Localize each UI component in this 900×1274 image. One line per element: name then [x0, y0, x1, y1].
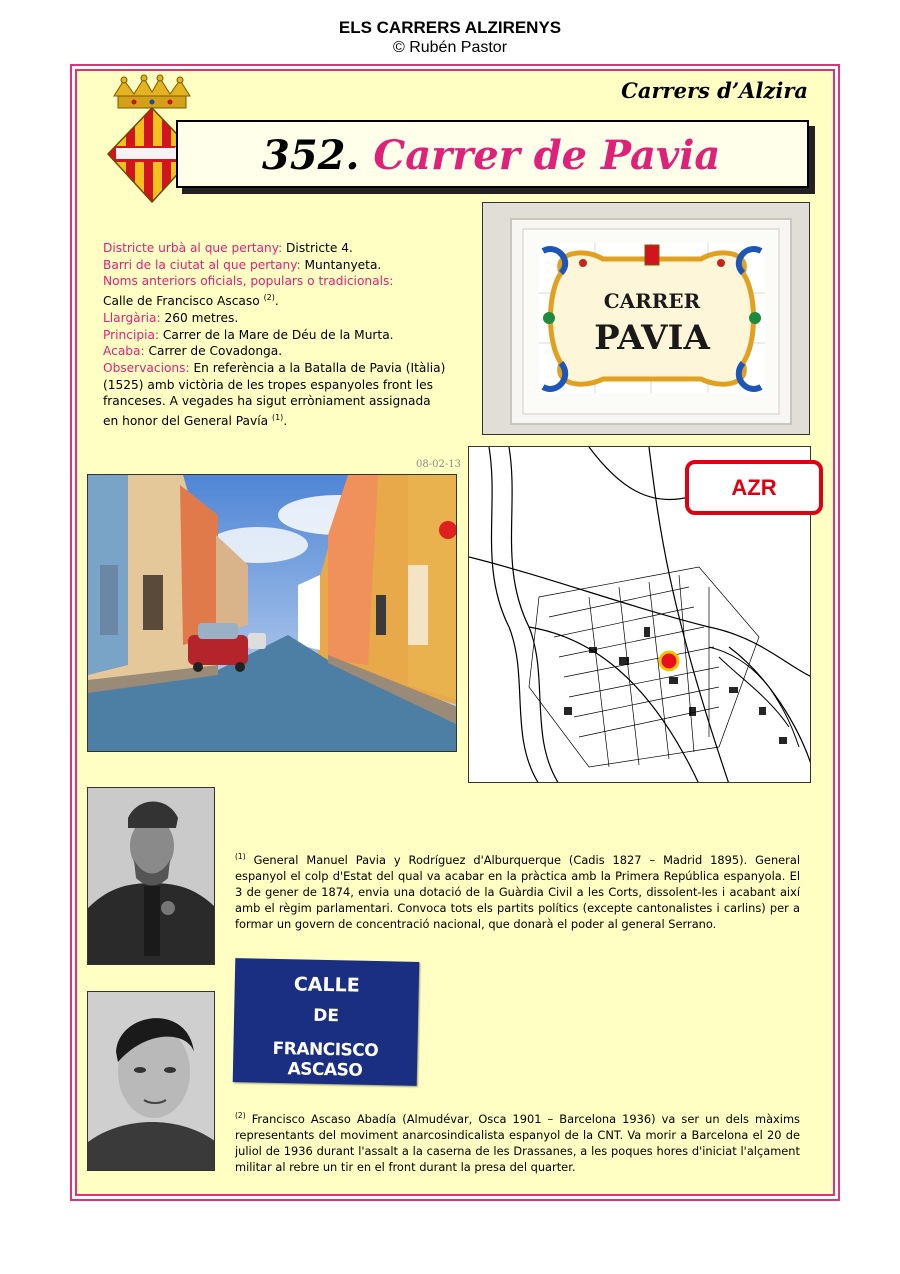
former-names-value: Calle de Francisco Ascaso [103, 294, 260, 309]
former-names-ref: (2) [263, 293, 275, 303]
footnote-2 [235, 1108, 800, 1175]
observations-value: En referència a la Batalla de Pavia (Itàlia) (1525) amb victòria de les tropes espanyoles front les franceses. A vegades ha sigut erròniament assignada en honor del General Pavía [103, 360, 446, 429]
district-label: Districte urbà al que pertany: [103, 241, 283, 255]
portrait-ascaso [87, 991, 215, 1171]
footnote-2-ref: (2) [235, 1111, 246, 1120]
former-names-label: Noms anteriors oficials, populars o tradicionals: [103, 274, 394, 289]
old-sign-line3: FRANCISCO ASCASO [272, 1038, 379, 1081]
street-number: 352. [262, 132, 360, 179]
barri-value: Muntanyeta. [304, 257, 382, 272]
footnote-1 [235, 849, 800, 932]
footnote-2-text: Francisco Ascaso Abadía (Almudévar, Osca 1901 – Barcelona 1936) va ser un dels màxims representants del moviment anarcosindicalista espanyol de la CNT. Va morir a Barcelona el 20 de juliol de 1936 durant l'assalt a la caserna de les Drassanes, a les poques hores d'iniciat l'alçament militar al rebre un tir en el front durant la presa del quarter. [235, 1111, 800, 1174]
footnote-1-text: General Manuel Pavia y Rodríguez d'Alburquerque (Cadis 1827 – Madrid 1895). General espanyol el colp d'Estat del qual va acabar en la pràctica amb la Primera República espanyola. El 3 de gener de 1874, envia una dotació de la Guàrdia Civil a les Corts, dissolent-les i acabant així amb el règim parlamentari. Convoca tots els partits polítics (excepte cantonalistes i carlins) per a formar un govern de concentració nacional, que donarà el poder al general Serrano. [235, 852, 800, 931]
sign-line2: PAVIA [594, 318, 710, 358]
street-name: Carrer de Pavia [373, 132, 721, 179]
page-title [262, 132, 720, 179]
old-street-sign [233, 958, 420, 1086]
observations-ref: (1) [271, 413, 284, 423]
observations-label: Observacions: [103, 360, 190, 375]
street-photo [87, 474, 457, 752]
street-sign-photo [482, 202, 810, 435]
end-label: Acaba: [103, 344, 145, 359]
photo-date: 08-02-13 [416, 459, 461, 470]
barri-label: Barri de la ciutat al que pertany: [103, 257, 301, 272]
brand-label: Carrers d’Alzira [621, 78, 808, 103]
map-badge: AZR [685, 460, 823, 515]
length-label: Llargària: [103, 310, 161, 325]
copyright: © Rubén Pastor [392, 39, 508, 56]
length-value: 260 metres. [164, 310, 239, 325]
street-info: Districte urbà al que pertany: Districte 4. Barri de la ciutat al que pertany: Muntanyeta. Noms anteriors oficials, populars o tradicionals: Calle de Francisco Ascaso $^{(2)}$. Llargària: 260 metres. Principia: Carrer de la Mare de Déu de la Murta. Acaba: Carrer de Covadonga. Observacions: En referència a la Batalla de Pavia (Itàlia) (1525) amb victòria de les tropes espanyoles front les franceses. A vegades ha sigut erròniament assignada en honor del General Pavía $^{(1)}$. [103, 241, 446, 429]
old-sign-line2: DE [313, 1005, 340, 1027]
start-value: Carrer de la Mare de Déu de la Murta. [162, 327, 394, 342]
district-value: Districte 4. [286, 241, 353, 255]
portrait-pavia [87, 787, 215, 965]
end-value: Carrer de Covadonga. [148, 344, 283, 359]
footnote-1-ref: (1) [235, 852, 246, 861]
series-title: ELS CARRERS ALZIRENYS [338, 18, 562, 37]
sign-line1: CARRER [603, 289, 701, 313]
start-label: Principia: [103, 327, 160, 342]
old-sign-line1: CALLE [293, 973, 360, 997]
